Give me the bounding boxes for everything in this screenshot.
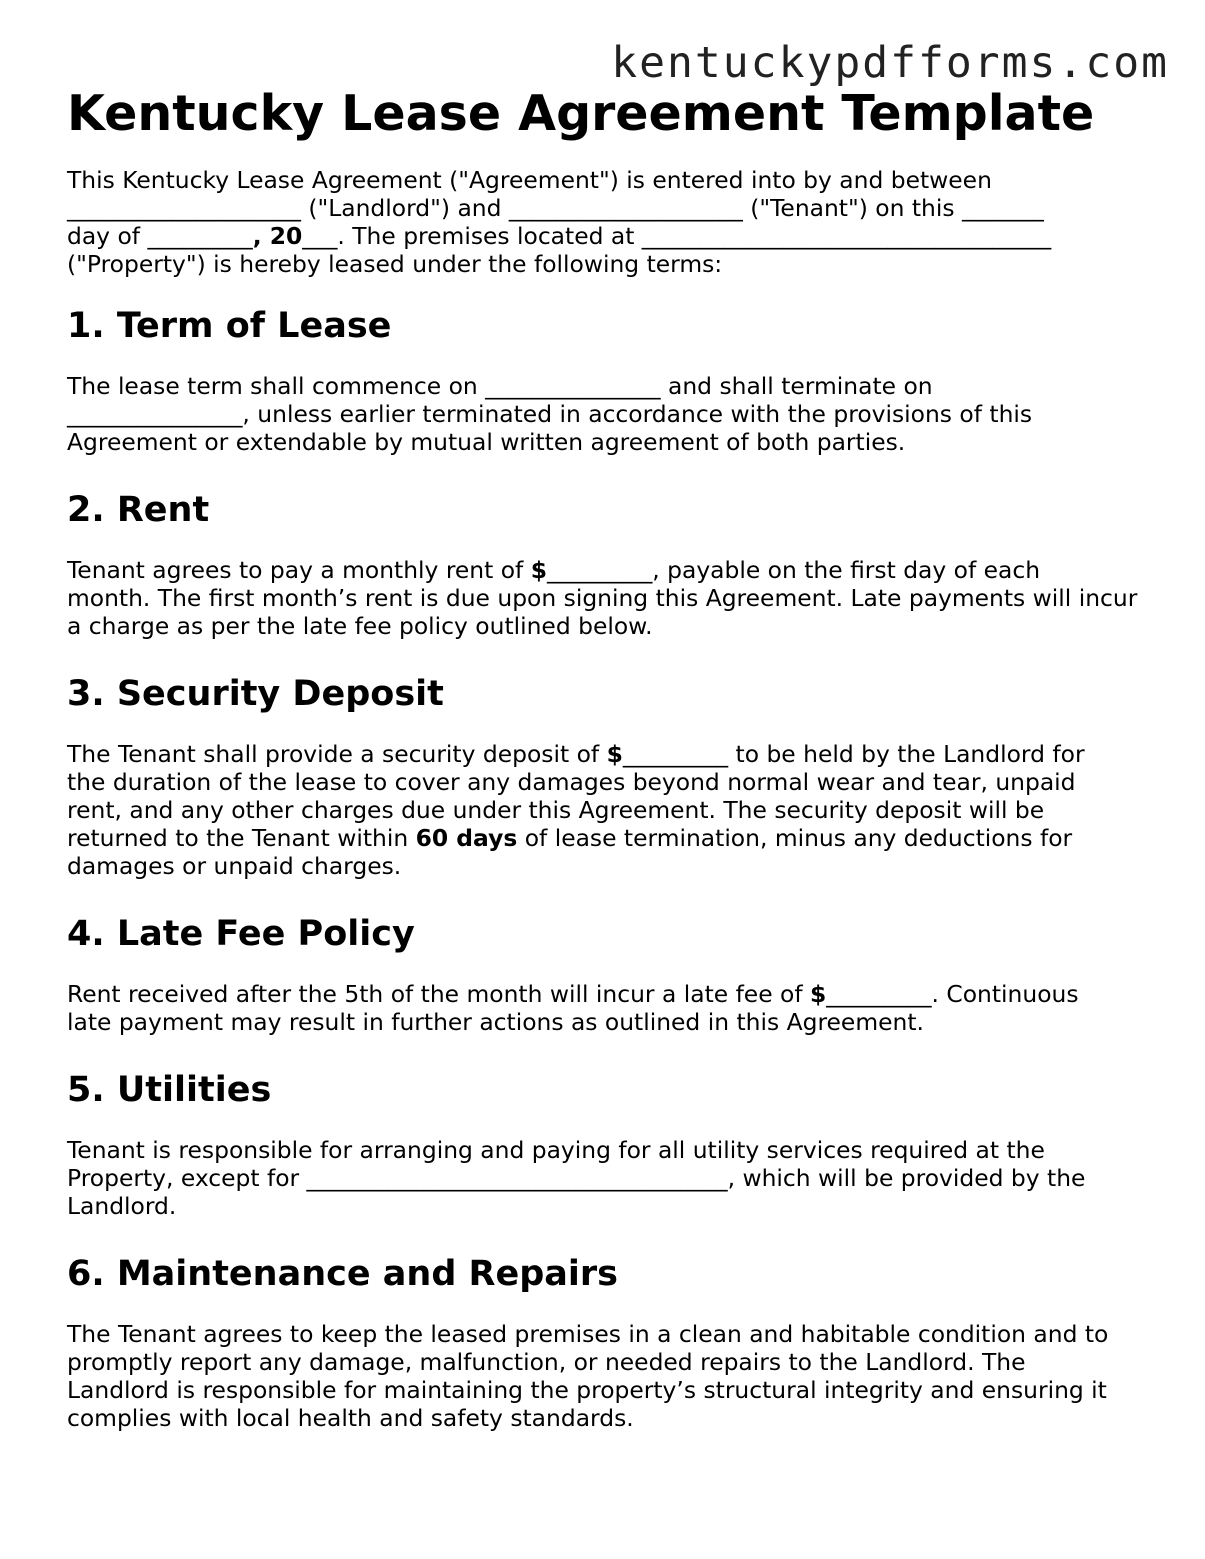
intro-line: ("Property") is hereby leased under the following terms: [67, 250, 723, 278]
paragraph-text: _________. Continuous [826, 980, 1079, 1008]
paragraph-text: _________ to be held by the Landlord for [622, 740, 1085, 768]
paragraph-line [67, 980, 1147, 1008]
section-paragraph [67, 372, 1147, 456]
paragraph-line: late payment may result in further actions as outlined in this Agreement. [67, 1008, 924, 1036]
paragraph-text: Rent received after the 5th of the month will incur a late fee of [67, 980, 810, 1008]
dollar-sign: $ [810, 980, 827, 1008]
days-bold: 60 days [415, 824, 518, 852]
paragraph-line: the duration of the lease to cover any damages beyond normal wear and tear, unpaid [67, 768, 1076, 796]
section-heading: 6. Maintenance and Repairs [67, 1254, 619, 1294]
section-heading: 3. Security Deposit [67, 674, 444, 714]
document-title: Kentucky Lease Agreement Template [67, 85, 1095, 142]
section-heading: 4. Late Fee Policy [67, 914, 415, 954]
section-late-fee-policy [67, 914, 1147, 1036]
section-paragraph [67, 1136, 1147, 1220]
section-term-of-lease [67, 306, 1147, 456]
paragraph-line: Property, except for ____________________________________, which will be provided by the [67, 1164, 1086, 1192]
paragraph-text: Tenant agrees to pay a monthly rent of [67, 556, 531, 584]
dollar-sign: $ [606, 740, 623, 768]
section-security-deposit [67, 674, 1147, 880]
intro-text: day of _________ [67, 222, 253, 250]
paragraph-line: Tenant is responsible for arranging and paying for all utility services required at the [67, 1136, 1045, 1164]
paragraph-line: month. The first month’s rent is due upon signing this Agreement. Late payments will incur [67, 584, 1138, 612]
paragraph-text: returned to the Tenant within [67, 824, 416, 852]
intro-line: ____________________ ("Landlord") and ____________________ ("Tenant") on this _______ [67, 194, 1044, 222]
dollar-sign: $ [530, 556, 548, 584]
paragraph-line [67, 824, 1147, 852]
section-utilities [67, 1070, 1147, 1220]
section-rent [67, 490, 1147, 640]
intro-line [67, 222, 1147, 250]
paragraph-line: _______________, unless earlier terminated in accordance with the provisions of this [67, 400, 1033, 428]
section-paragraph [67, 740, 1147, 880]
intro-paragraph [67, 166, 1147, 278]
paragraph-line: rent, and any other charges due under this Agreement. The security deposit will be [67, 796, 1045, 824]
paragraph-line: a charge as per the late fee policy outlined below. [67, 612, 653, 640]
section-heading: 2. Rent [67, 490, 210, 530]
intro-text: ___. The premises located at ___________________________________ [302, 222, 1052, 250]
section-heading: 1. Term of Lease [67, 306, 392, 346]
watermark: kentuckypdfforms.com [611, 38, 1169, 88]
paragraph-line: damages or unpaid charges. [67, 852, 402, 880]
section-heading: 5. Utilities [67, 1070, 272, 1110]
paragraph-line: The Tenant agrees to keep the leased premises in a clean and habitable condition and to [67, 1320, 1109, 1348]
section-paragraph [67, 556, 1147, 640]
intro-line: This Kentucky Lease Agreement ("Agreement") is entered into by and between [67, 166, 992, 194]
section-maintenance-and-repairs [67, 1254, 1147, 1432]
paragraph-line [67, 556, 1147, 584]
section-paragraph [67, 980, 1147, 1036]
document-page [67, 78, 1147, 1466]
section-paragraph [67, 1320, 1147, 1432]
intro-year-bold: , 20 [252, 222, 303, 250]
paragraph-line: The lease term shall commence on _______________ and shall terminate on [67, 372, 933, 400]
paragraph-text: of lease termination, minus any deductions for [517, 824, 1073, 852]
paragraph-line: complies with local health and safety standards. [67, 1404, 634, 1432]
paragraph-text: _________, payable on the first day of each [547, 556, 1041, 584]
paragraph-line: Agreement or extendable by mutual written agreement of both parties. [67, 428, 906, 456]
paragraph-line [67, 740, 1147, 768]
paragraph-line: Landlord. [67, 1192, 177, 1220]
paragraph-text: The Tenant shall provide a security deposit of [67, 740, 607, 768]
paragraph-line: promptly report any damage, malfunction, or needed repairs to the Landlord. The [67, 1348, 1026, 1376]
paragraph-line: Landlord is responsible for maintaining the property’s structural integrity and ensuring it [67, 1376, 1107, 1404]
